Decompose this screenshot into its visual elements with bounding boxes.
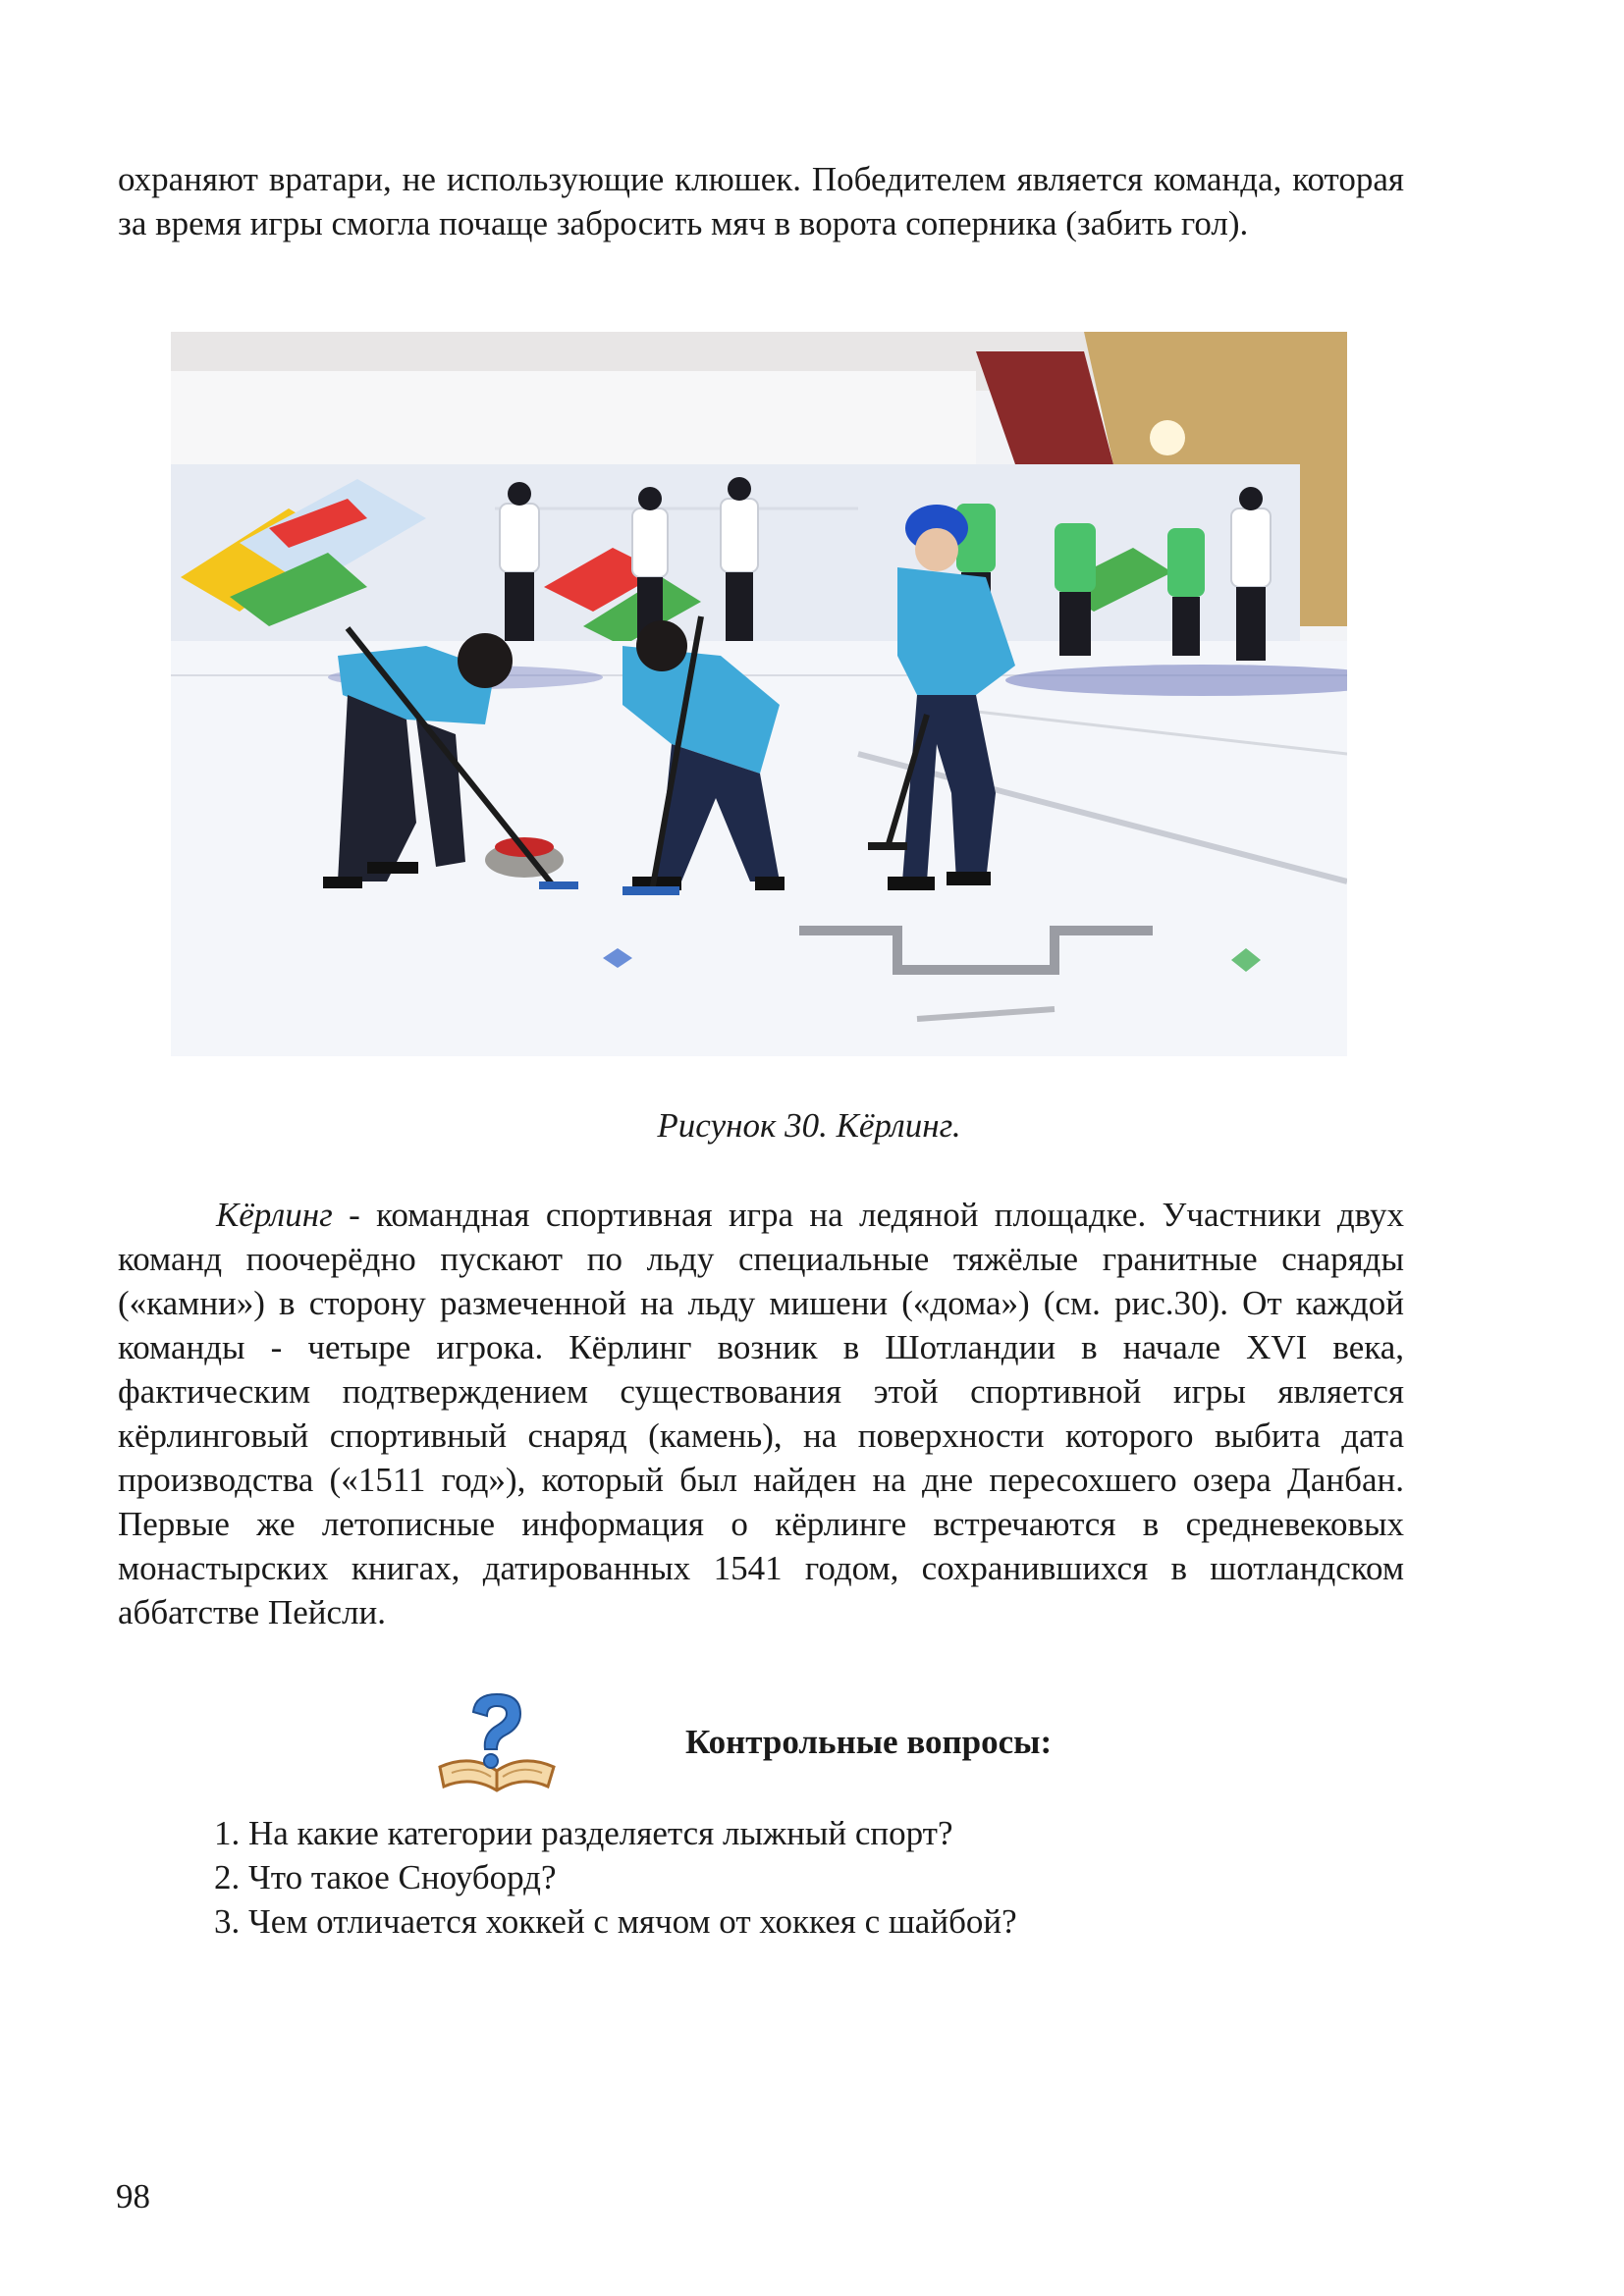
- question-item: 3. Чем отличается хоккей с мячом от хоккея с шайбой?: [214, 1902, 1017, 1941]
- questions-list: [214, 1811, 1017, 1944]
- main-paragraph-text: - командная спортивная игра на ледяной площадке. Участники двух команд поочерёдно пускают по льду специальные тяжёлые гранитные снаряды («камни») в сторону размеченной на льду мишени («дома») (см. рис.30). От каждой команды - четыре игрока. Кёрлинг возник в Шотландии в начале XVI века, фактическим подтверждением существования этой спортивной игры является кёрлинговый спортивный снаряд (камень), на поверхности которого выбита дата производства («1511 год»), который был найден на дне пересохшего озера Данбан. Первые же летописные информация о кёрлинге встречаются в средневековых монастырских книгах, датированных 1541 годом, сохранившихся в шотландском аббатстве Пейсли.: [118, 1196, 1404, 1631]
- figure-caption: Рисунок 30. Кёрлинг.: [657, 1106, 961, 1145]
- top-paragraph: охраняют вратари, не использующие клюшек. Победителем является команда, которая за время игры смогла почаще забросить мяч в ворота соперника (забить гол).: [118, 160, 1404, 242]
- main-paragraph: [118, 1193, 1404, 1634]
- question-item: 1. На какие категории разделяется лыжный спорт?: [214, 1814, 953, 1852]
- main-paragraph-term: Кёрлинг: [216, 1196, 333, 1234]
- page-number: 98: [116, 2177, 150, 2216]
- question-book-icon: [432, 1688, 560, 1796]
- curling-photo: [171, 332, 1347, 1056]
- question-item: 2. Что такое Сноуборд?: [214, 1858, 557, 1896]
- questions-heading: Контрольные вопросы:: [685, 1723, 1053, 1761]
- curling-photo-illustration: [171, 332, 1347, 1056]
